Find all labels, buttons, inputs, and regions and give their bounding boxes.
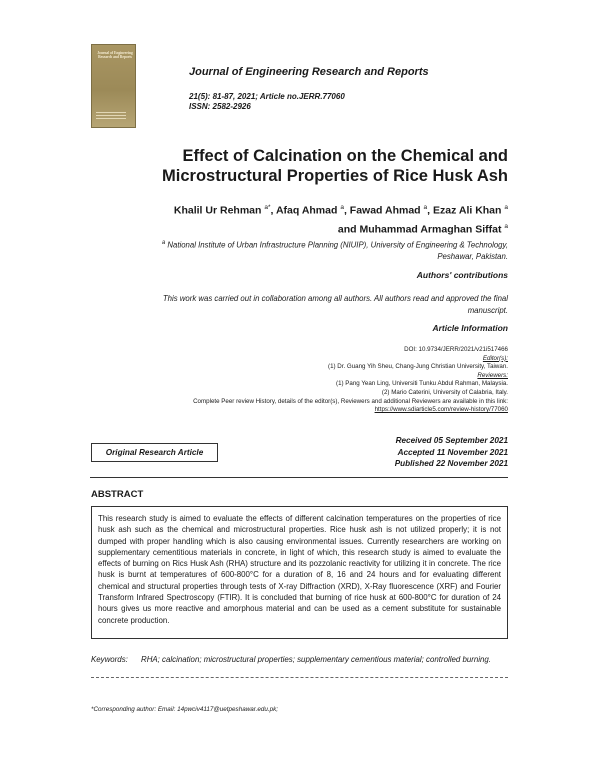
received-date: Received 05 September 2021 bbox=[395, 436, 508, 445]
editor-label: Editor(s): bbox=[482, 354, 508, 362]
volume-line: 21(5): 81-87, 2021; Article no.JERR.77060 bbox=[189, 92, 345, 101]
affiliation-sup: a bbox=[161, 240, 166, 246]
publication-dates bbox=[300, 435, 508, 470]
editor-entry: (1) Dr. Guang Yih Sheu, Chang-Jung Christian University, Taiwan. bbox=[328, 363, 508, 371]
author-affil-sup: a bbox=[504, 222, 508, 230]
corresponding-author[interactable]: *Corresponding author: Email: 14pwciv4117@uetpeshawar.edu.pk; bbox=[91, 706, 279, 713]
author-affil-sup: a* bbox=[264, 204, 271, 211]
author-list: Khalil Ur Rehman $^{a*}$, Afaq Ahmad $^a$, Fawad Ahmad $^a$, Ezaz Ali Khan $^a$ and Muhammad Armaghan Siffat $^a$ bbox=[173, 204, 508, 235]
reviewers-label: Reviewers: bbox=[477, 371, 508, 379]
title-line-1: Effect of Calcination on the Chemical and bbox=[182, 147, 508, 165]
journal-cover-image bbox=[91, 44, 136, 128]
doi[interactable]: DOI: 10.9734/JERR/2021/v21i517466 bbox=[404, 346, 508, 353]
affiliation bbox=[90, 238, 508, 263]
abstract-box bbox=[91, 506, 508, 639]
affiliation-line-1: National Institute of Urban Infrastructure Planning (NIUIP), University of Engineering & Technology, bbox=[167, 240, 508, 250]
keywords-text: RHA; calcination; microstructural properties; supplementary cementious material; controlled burning. bbox=[141, 655, 491, 664]
issn: ISSN: 2582-2926 bbox=[189, 102, 251, 111]
author-name: Afaq Ahmad bbox=[275, 204, 338, 217]
abstract-heading: ABSTRACT bbox=[91, 489, 144, 500]
article-info-heading: Article Information bbox=[432, 323, 508, 333]
author-affil-sup: a bbox=[340, 204, 344, 211]
author-affil-sup: a bbox=[504, 204, 508, 211]
contributions-line-2: manuscript. bbox=[467, 305, 508, 315]
contributions-text bbox=[90, 293, 508, 316]
author-name: Ezaz Ali Khan bbox=[432, 204, 502, 217]
cover-decoration bbox=[96, 110, 126, 119]
author-name: Khalil Ur Rehman bbox=[173, 204, 262, 217]
contributions-heading: Authors' contributions bbox=[416, 270, 508, 280]
keywords-label: Keywords: bbox=[91, 655, 128, 664]
contributions-line-1: This work was carried out in collaboration among all authors. All authors read and approved the final bbox=[162, 294, 508, 303]
review-history-link[interactable]: https://www.sdiarticle5.com/review-history/77060 bbox=[374, 406, 508, 414]
author-affil-sup: a bbox=[423, 204, 428, 211]
reviewer-entry: (2) Mario Caterini, University of Calabria, Italy. bbox=[381, 388, 508, 396]
section-divider bbox=[90, 477, 508, 478]
review-history-text: Complete Peer review History, details of the editor(s), Reviewers and additional Reviewers are available in this link: bbox=[193, 397, 508, 405]
article-type-badge: Original Research Article bbox=[91, 443, 218, 462]
title-line-2: Microstructural Properties of Rice Husk Ash bbox=[162, 167, 508, 185]
article-title bbox=[90, 146, 508, 186]
author-name: Fawad Ahmad bbox=[349, 204, 421, 217]
cover-title: Journal of Engineering Research and Reports bbox=[97, 51, 133, 60]
affiliation-line-2: Peshawar, Pakistan. bbox=[437, 252, 508, 262]
footnote-divider bbox=[91, 677, 508, 679]
author-name: Muhammad Armaghan Siffat bbox=[359, 223, 502, 235]
accepted-date: Accepted 11 November 2021 bbox=[397, 447, 508, 457]
published-date: Published 22 November 2021 bbox=[394, 459, 508, 469]
abstract-text: This research study is aimed to evaluate the effects of different calcination temperatures on the properties of rice husk ash such as the chemical and microstructural properties. Rice husk ash is not utilized properly; it is not dumped with proper handling which is also causing environmental issues. Currently researchers are working on supplementary cementitious materials in concrete, in light of which, this research study is aimed to evaluate the effects of burning on Rics Husk Ash (RHA) structure and its pozzolanic reactivity for utilizing it in concrete. The rice husk is burnt at temperatures of 600-800°C for a duration of 8, 16 and 24 hours and for evaluating different chemical and structural properties through tests of X-ray Diffraction (XRD), X-Ray fluorescence (XRF) and Fourier Transform Infrared Spectroscopy (FTIR). It is concluded that burning of rice husk at 600-800°C for duration of 24 hours gives us more reactive and amorphous material and can be used as a cement substitute for sustainable concrete production. bbox=[98, 514, 501, 625]
reviewer-entry: (1) Pang Yean Ling, Universiti Tunku Abdul Rahman, Malaysia. bbox=[336, 380, 508, 388]
journal-name: Journal of Engineering Research and Reports bbox=[189, 66, 429, 78]
article-info bbox=[90, 346, 508, 415]
